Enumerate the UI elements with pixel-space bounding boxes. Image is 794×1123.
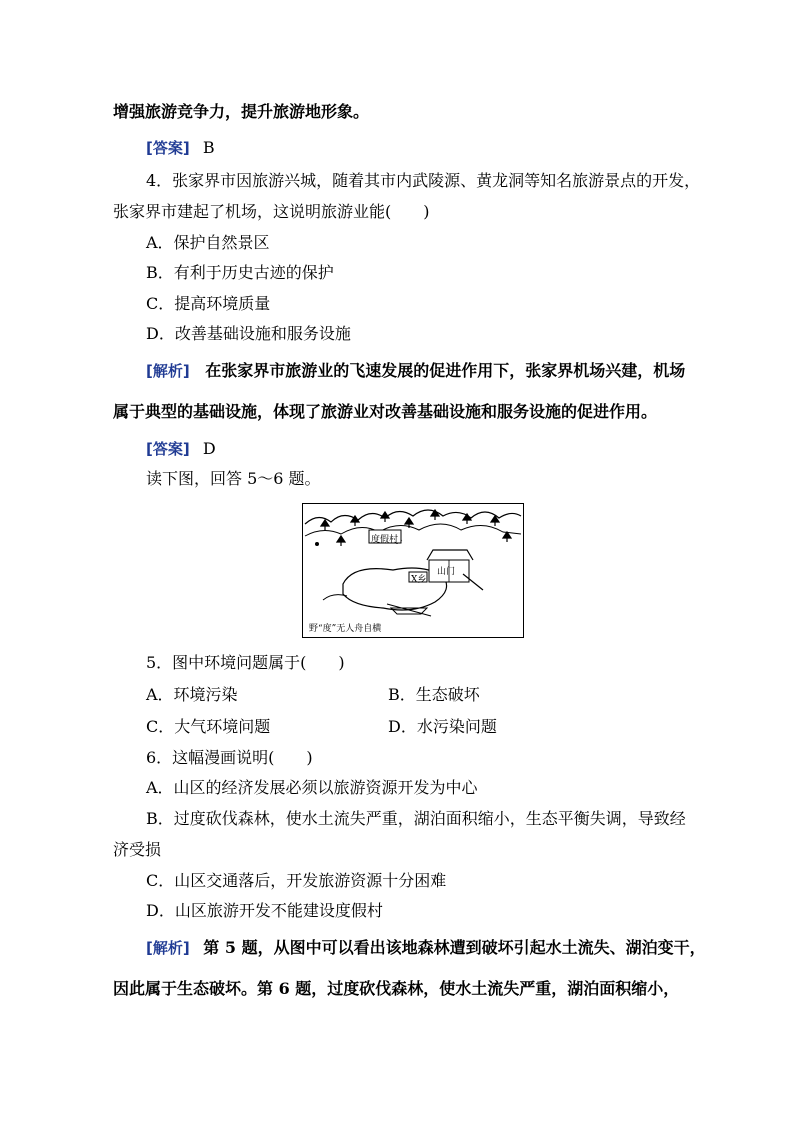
read-instruction: 读下图，回答 5～6 题。: [146, 469, 321, 488]
explanation-text: 第 5 题，从图中可以看出该地森林遭到破坏引起水土流失、湖泊变干，: [203, 938, 706, 957]
question-5-option-b: B．生态破坏: [388, 685, 480, 704]
explanation-56-line2: 因此属于生态破坏。第 6 题，过度砍伐森林，使水土流失严重，湖泊面积缩小，: [113, 979, 680, 998]
answer-tag: [答案]: [146, 139, 190, 157]
question-5-option-d: D．水污染问题: [388, 717, 497, 736]
cartoon-drawing: [303, 504, 523, 637]
question-4-option-d: D．改善基础设施和服务设施: [146, 324, 351, 343]
question-4-stem-line1: 4．张家界市因旅游兴城，随着其市内武陵源、黄龙洞等知名旅游景点的开发，: [146, 171, 701, 190]
explanation-tag: [解析]: [146, 362, 190, 380]
question-6-option-b-line1: B．过度砍伐森林，使水土流失严重，湖泊面积缩小，生态平衡失调，导致经: [146, 809, 686, 828]
gate-label: 山门: [437, 567, 456, 577]
resort-label: 度假村: [371, 535, 399, 545]
explanation-4-line1: [146, 360, 685, 382]
answer-3: [146, 137, 215, 159]
question-4-stem-line2: 张家界市建起了机场，这说明旅游业能( ): [113, 202, 430, 221]
question-4-option-c: C．提高环境质量: [146, 294, 271, 313]
explanation-56-line1: [146, 937, 706, 959]
text-line: 增强旅游竞争力，提升旅游地形象。: [113, 102, 370, 121]
answer-4: [146, 438, 216, 460]
question-6-stem: 6．这幅漫画说明( ): [146, 748, 313, 767]
question-6-option-b-line2: 济受损: [113, 840, 162, 859]
explanation-4-line2: 属于典型的基础设施，体现了旅游业对改善基础设施和服务设施的促进作用。: [113, 402, 658, 421]
figure-caption: 野“度”无人舟自横: [309, 624, 382, 634]
answer-value: B: [202, 138, 215, 157]
explanation-text: 在张家界市旅游业的飞速发展的促进作用下，张家界机场兴建，机场: [205, 361, 686, 380]
explanation-tag: [解析]: [146, 939, 190, 957]
cartoon-figure: [302, 503, 524, 638]
question-6-option-c: C．山区交通落后，开发旅游资源十分困难: [146, 871, 447, 890]
question-4-option-a: A．保护自然景区: [146, 233, 270, 252]
answer-value: D: [202, 439, 216, 458]
question-6-option-d: D．山区旅游开发不能建设度假村: [146, 901, 383, 920]
answer-tag: [答案]: [146, 440, 190, 458]
village-label: X乡: [411, 575, 427, 585]
question-5-stem: 5．图中环境问题属于( ): [146, 653, 345, 672]
question-4-option-b: B．有利于历史古迹的保护: [146, 263, 334, 282]
question-5-option-c: C．大气环境问题: [146, 717, 271, 736]
question-5-option-a: A．环境污染: [146, 685, 238, 704]
question-6-option-a: A．山区的经济发展必须以旅游资源开发为中心: [146, 778, 478, 797]
